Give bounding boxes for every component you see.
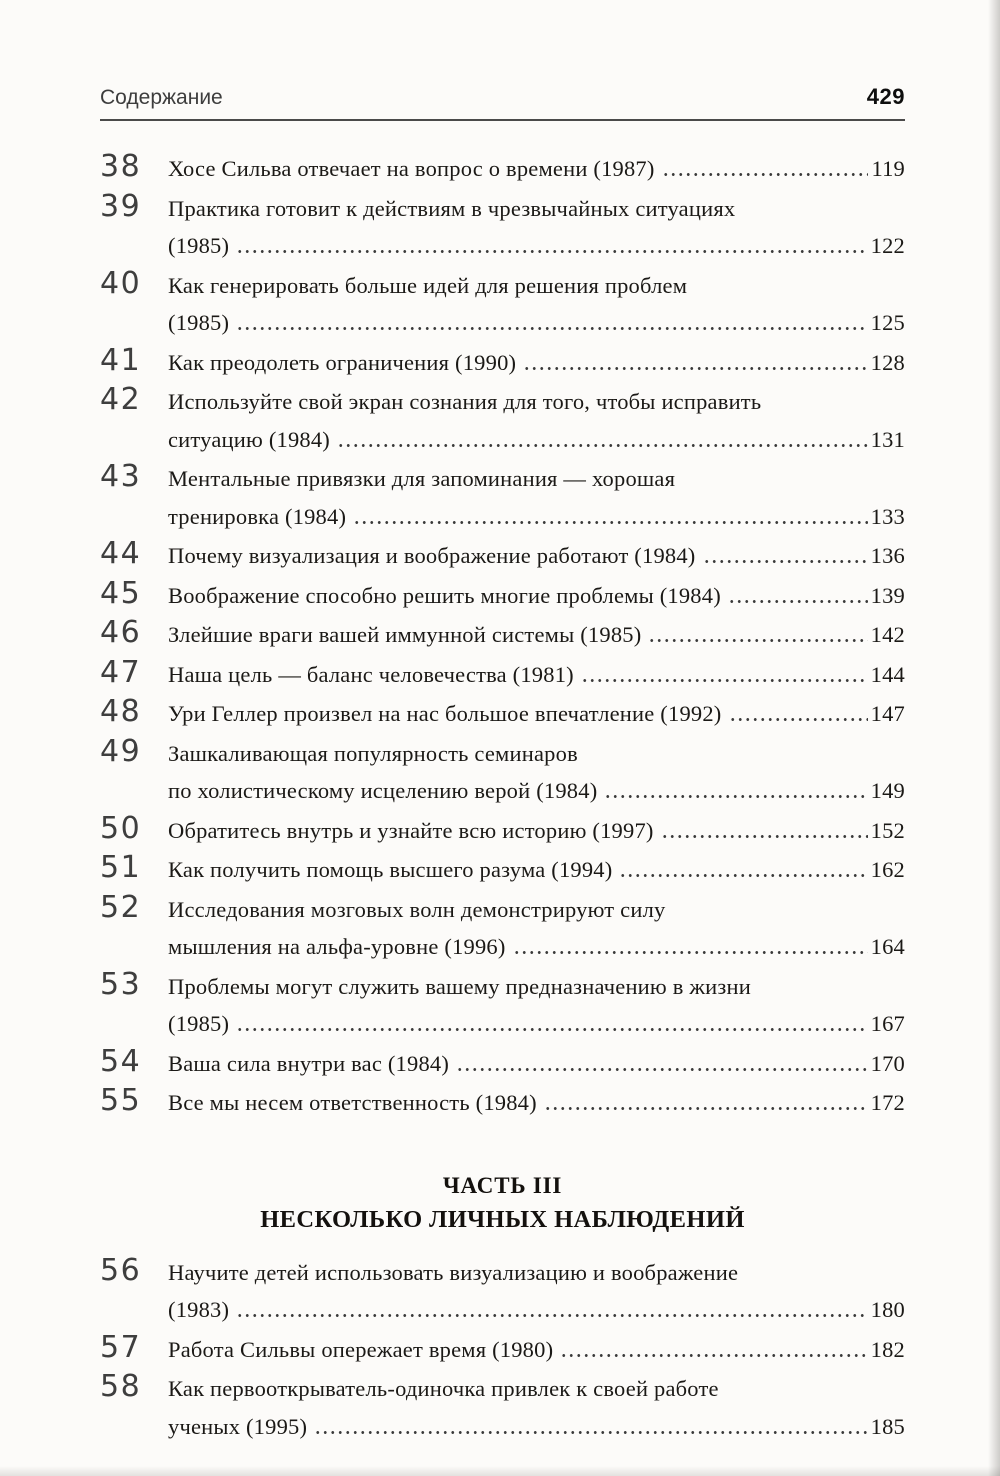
toc-entry — [100, 654, 905, 694]
toc-entry-line — [168, 656, 905, 694]
toc-entry-body — [168, 267, 905, 342]
page-header — [100, 84, 905, 110]
dot-leader — [544, 1107, 868, 1110]
toc-entry-line — [168, 421, 905, 459]
toc-entry-body — [168, 537, 905, 575]
toc-entry — [100, 889, 905, 966]
toc-entry-number: 53 — [100, 966, 142, 1002]
toc-entry-title-text: Воображение способно решить многие проблемы (1984) — [168, 582, 721, 608]
toc-entry-number: 58 — [100, 1369, 142, 1404]
toc-entry-body — [168, 1370, 905, 1445]
toc-entry-title-text: ситуацию (1984) — [168, 426, 331, 452]
dot-leader — [703, 560, 868, 563]
toc-entry-page: 131 — [870, 426, 905, 452]
toc-entry-number: 55 — [100, 1083, 142, 1118]
toc-entry-number: 47 — [100, 654, 142, 690]
toc-entry-body — [168, 695, 905, 733]
toc-entry-number: 49 — [100, 733, 142, 769]
toc-entry — [100, 1252, 905, 1329]
toc-entry-page: 122 — [870, 233, 905, 258]
toc-entry-page: 164 — [870, 934, 905, 959]
toc-entry-line — [168, 1084, 905, 1122]
toc-entry-title-text: Ваша сила внутри вас (1984) — [168, 1050, 450, 1076]
toc-entry-page: 119 — [871, 156, 905, 181]
dot-leader — [728, 600, 868, 603]
toc-entry-line — [168, 267, 905, 305]
toc-entry — [100, 381, 905, 458]
toc-entry-title-text: (1985) — [168, 233, 230, 258]
toc-entry-line — [168, 227, 905, 265]
toc-entry-title-text: Ури Геллер произвел на нас большое впечатление (1992) — [168, 701, 722, 726]
dot-leader — [236, 1028, 867, 1031]
toc-entry-line — [168, 577, 905, 615]
toc-entry-number: 44 — [100, 536, 142, 571]
toc-entry-line — [168, 304, 905, 342]
toc-entry-page: 128 — [870, 349, 905, 375]
toc-entry — [100, 1043, 905, 1083]
toc-entry-title-text: Ментальные привязки для запоминания — хорошая — [168, 466, 676, 491]
toc-entry-title-text: Используйте свой экран сознания для того, чтобы исправить — [168, 389, 762, 414]
toc-entry-title-text: мышления на альфа-уровне (1996) — [168, 934, 506, 959]
dot-leader — [661, 835, 868, 838]
page-number: 429 — [866, 84, 905, 109]
toc-entry — [100, 575, 905, 615]
toc-entry-body — [168, 150, 905, 188]
toc-entry — [100, 1329, 905, 1369]
dot-leader — [513, 951, 868, 954]
toc-entry-line — [168, 1408, 905, 1446]
toc-entry-title-text: Как генерировать больше идей для решения проблем — [168, 272, 688, 298]
toc-entry-title-text: Почему визуализация и воображение работают (1984) — [168, 543, 696, 568]
running-title: Содержание — [100, 86, 223, 109]
toc-entry-title-text: Как преодолеть ограничения (1990) — [168, 349, 517, 375]
page-edge-shadow-right — [988, 0, 1000, 1476]
toc-entry-line — [168, 537, 905, 575]
toc-entry-body — [168, 1045, 905, 1083]
toc-entry — [100, 342, 905, 382]
toc-entry-title-text: Все мы несем ответственность (1984) — [168, 1090, 537, 1115]
toc-entry — [100, 810, 905, 850]
toc-entry-line — [168, 190, 905, 228]
toc-entry-number: 45 — [100, 575, 142, 611]
dot-leader — [236, 1314, 867, 1317]
toc-entry-title-text: Проблемы могут служить вашему предназначению в жизни — [168, 973, 751, 999]
toc-entry — [100, 265, 905, 342]
toc-entry-body — [168, 735, 905, 810]
toc-entry — [100, 614, 905, 654]
toc-entry-number: 57 — [100, 1329, 142, 1365]
toc-entry-line — [168, 695, 905, 733]
toc-entry-number: 54 — [100, 1043, 142, 1079]
toc-entry-body — [168, 812, 905, 850]
toc-entry-number: 40 — [100, 265, 142, 301]
toc-list — [100, 148, 905, 1122]
toc-entry-page: 142 — [870, 622, 905, 647]
dot-leader — [560, 1354, 867, 1357]
toc-entry-number: 43 — [100, 459, 142, 494]
toc-entry — [100, 148, 905, 188]
toc-entry-number: 48 — [100, 694, 142, 729]
dot-leader — [236, 250, 867, 253]
toc-entry-title-text: Зашкаливающая популярность семинаров — [168, 740, 578, 766]
toc-entry-body — [168, 1084, 905, 1122]
dot-leader — [523, 367, 867, 370]
dot-leader — [236, 327, 867, 330]
toc-entry-page: 172 — [870, 1090, 905, 1115]
toc-entry-body — [168, 891, 905, 966]
toc-entry-line — [168, 383, 905, 421]
toc-entry — [100, 966, 905, 1043]
toc-entry-line — [168, 968, 905, 1006]
toc-entry-page: 180 — [870, 1297, 905, 1322]
toc-entry-body — [168, 656, 905, 694]
toc-entry-title-text: Работа Сильвы опережает время (1980) — [168, 1336, 554, 1362]
toc-entry-line — [168, 150, 905, 188]
dot-leader — [581, 679, 868, 682]
toc-entry-page: 149 — [870, 778, 905, 803]
toc-entry-line — [168, 1045, 905, 1083]
toc-entry — [100, 733, 905, 810]
toc-entry-number: 42 — [100, 382, 142, 417]
toc-entry-body — [168, 968, 905, 1043]
toc-entry-line — [168, 1291, 905, 1329]
toc-entry-body — [168, 344, 905, 382]
toc-entry-number: 46 — [100, 615, 142, 650]
toc-entry-page: 133 — [870, 503, 905, 529]
toc-entry-page: 152 — [870, 817, 905, 843]
toc-entry-title-text: Обратитесь внутрь и узнайте всю историю (1997) — [168, 817, 654, 843]
section-heading-part: ЧАСТЬ III — [442, 1172, 563, 1198]
toc-entry-body — [168, 851, 905, 889]
toc-list-after — [100, 1252, 905, 1446]
toc-entry-title-text: Исследования мозговых волн демонстрируют силу — [168, 896, 666, 922]
toc-entry-line — [168, 1331, 905, 1369]
toc-entry — [100, 1082, 905, 1122]
toc-entry-line — [168, 928, 905, 966]
toc-entry — [100, 535, 905, 575]
toc-entry-title-text: Научите детей использовать визуализацию и воображение — [168, 1259, 739, 1285]
toc-entry-title-text: тренировка (1984) — [168, 503, 347, 529]
toc-entry-number: 38 — [100, 149, 142, 184]
section-heading-title: НЕСКОЛЬКО ЛИЧНЫХ НАБЛЮДЕНИЙ — [260, 1205, 745, 1233]
toc-entry-page: 144 — [870, 661, 905, 687]
dot-leader — [604, 795, 867, 798]
section-heading — [100, 1170, 905, 1238]
toc-entry-title-text: Как первооткрыватель-одиночка привлек к своей работе — [168, 1376, 719, 1401]
toc-entry-page: 162 — [870, 857, 905, 882]
toc-entry — [100, 693, 905, 733]
toc-entry-number: 50 — [100, 810, 142, 846]
toc-entry-body — [168, 1331, 905, 1369]
toc-entry-page: 167 — [870, 1011, 905, 1036]
header-rule — [100, 119, 905, 121]
toc-entry-title-text: Как получить помощь высшего разума (1994) — [168, 857, 613, 882]
toc-entry-page: 170 — [870, 1050, 905, 1076]
toc-entry-body — [168, 383, 905, 458]
toc-entry-title-text: (1983) — [168, 1297, 230, 1322]
toc-entry-line — [168, 1005, 905, 1043]
dot-leader — [314, 1431, 867, 1434]
toc-entry-body — [168, 460, 905, 535]
toc-entry-line — [168, 498, 905, 536]
toc-entry-title-text: Практика готовит к действиям в чрезвычайных ситуациях — [168, 195, 736, 221]
toc-entry-body — [168, 190, 905, 265]
toc-entry-line — [168, 891, 905, 929]
toc-entry-line — [168, 1254, 905, 1292]
toc-entry-body — [168, 1254, 905, 1329]
toc-entry-number: 39 — [100, 188, 142, 224]
toc-entry-title-text: Наша цель — баланс человечества (1981) — [168, 661, 574, 687]
toc-entry — [100, 188, 905, 265]
dot-leader — [337, 444, 868, 447]
dot-leader — [648, 639, 867, 642]
toc-entry-line — [168, 851, 905, 889]
toc-entry-page: 136 — [870, 543, 905, 568]
toc-entry-number: 51 — [100, 850, 142, 885]
dot-leader — [662, 173, 869, 176]
toc-entry-title-text: по холистическому исцелению верой (1984) — [168, 778, 598, 803]
toc-entry-page: 125 — [870, 310, 905, 335]
toc-entry-number: 41 — [100, 342, 142, 378]
toc-entry-page: 147 — [870, 701, 905, 726]
toc-entry-line — [168, 344, 905, 382]
dot-leader — [729, 718, 868, 721]
toc-entry-line — [168, 616, 905, 654]
toc-entry-number: 56 — [100, 1252, 142, 1288]
toc-entry-page: 139 — [870, 582, 905, 608]
toc-entry-line — [168, 460, 905, 498]
toc-entry — [100, 1368, 905, 1445]
page-edge-shadow-bottom — [0, 1466, 1000, 1476]
dot-leader — [619, 874, 867, 877]
toc-entry — [100, 849, 905, 889]
toc-entry-body — [168, 616, 905, 654]
toc-entry-title-text: (1985) — [168, 1011, 230, 1036]
toc-entry-line — [168, 772, 905, 810]
dot-leader — [353, 521, 868, 524]
toc-entry-page: 182 — [870, 1336, 905, 1362]
toc-entry — [100, 458, 905, 535]
toc-entry-title-text: Злейшие враги вашей иммунной системы (1985) — [168, 622, 642, 647]
dot-leader — [456, 1068, 868, 1071]
toc-entry-title-text: (1985) — [168, 310, 230, 335]
toc-entry-title-text: ученых (1995) — [168, 1413, 308, 1439]
toc-entry-line — [168, 812, 905, 850]
toc-entry-page: 185 — [870, 1413, 905, 1439]
toc-entry-line — [168, 735, 905, 773]
toc-entry-line — [168, 1370, 905, 1408]
toc-entry-number: 52 — [100, 889, 142, 925]
toc-entry-title-text: Хосе Сильва отвечает на вопрос о времени (1987) — [168, 156, 655, 181]
toc-entry-body — [168, 577, 905, 615]
